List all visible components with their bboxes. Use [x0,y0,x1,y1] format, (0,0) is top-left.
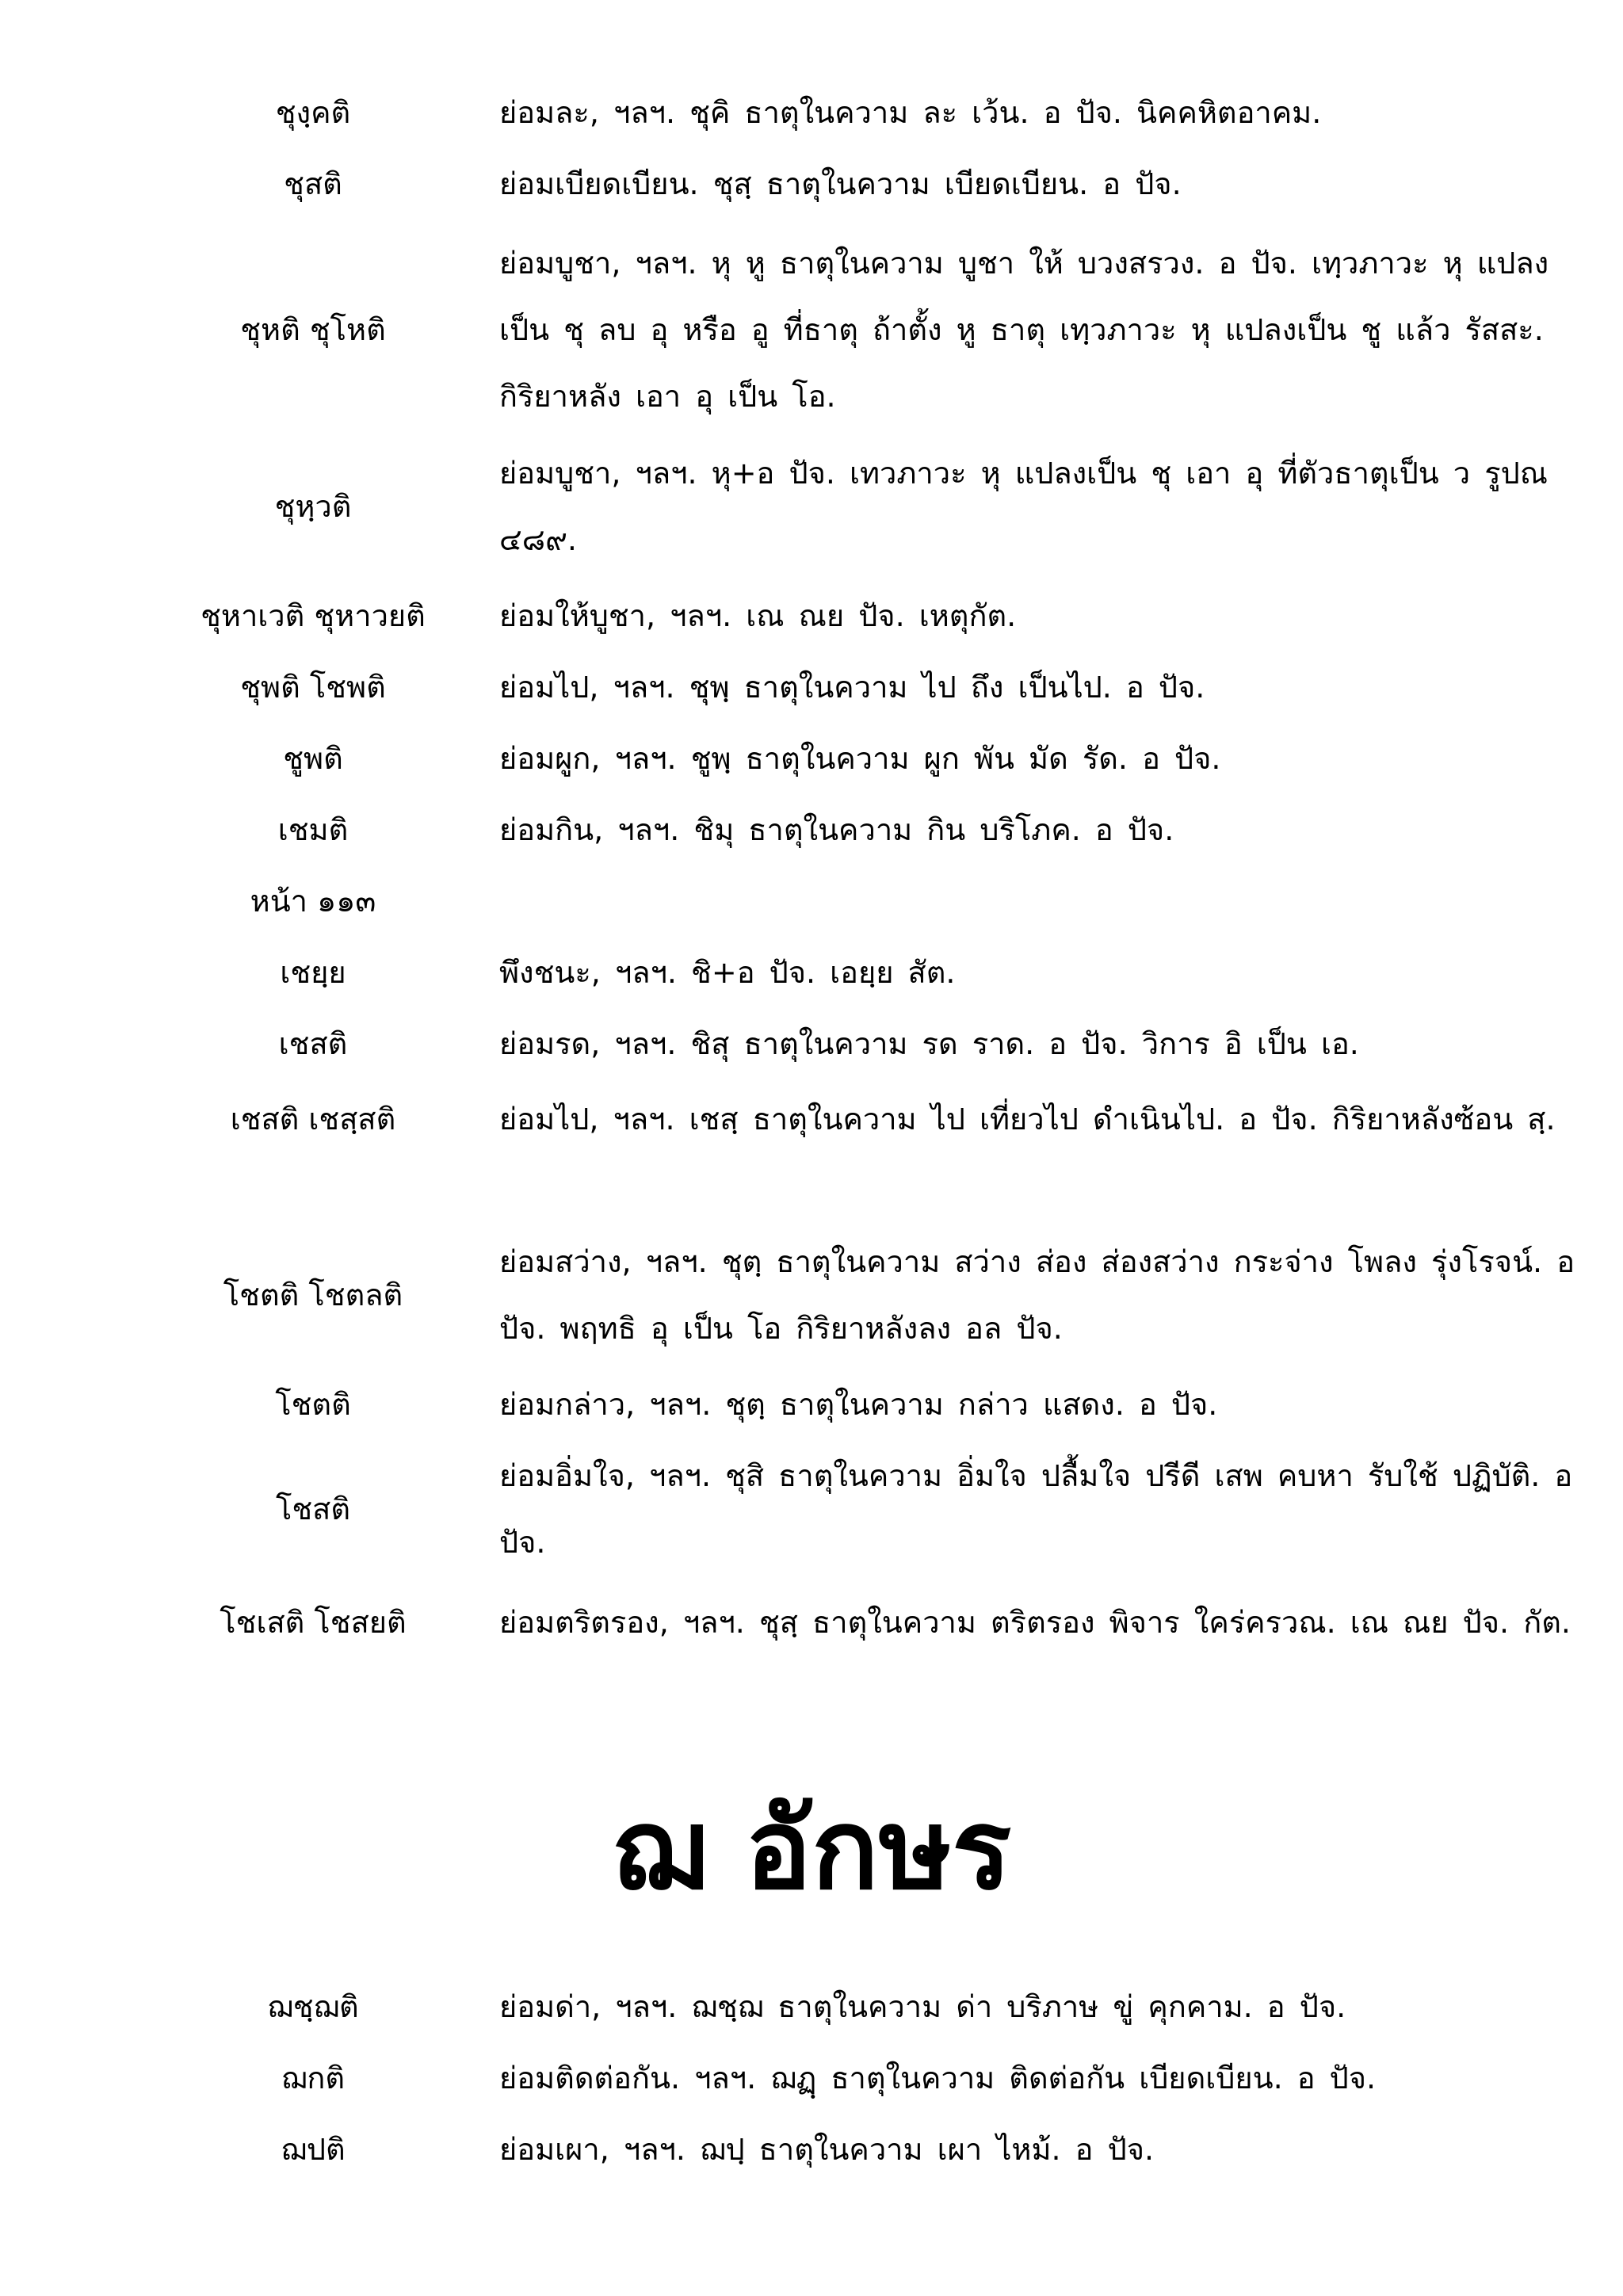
entry-term: ฌกติ [281,2061,346,2095]
entry-term: ชุหติ ชุโหติ [240,312,386,347]
entry-definition: ย่อมอิ่มใจ, ฯลฯ. ชุสิ ธาตุในความ อิ่มใจ ปลื้มใจ ปรีดี เสพ คบหา รับใช้ ปฏิบัติ. อ ปัจ. [499,1458,1573,1560]
entry-definition: ย่อมกล่าว, ฯลฯ. ชุตฺ ธาตุในความ กล่าว แสดง. อ ปัจ. [499,1387,1218,1422]
entry-definition: ย่อมติดต่อกัน. ฯลฯ. ฌฏฺ ธาตุในความ ติดต่อกัน เบียดเบียน. อ ปัจ. [499,2061,1377,2095]
entry-definition: ย่อมไป, ฯลฯ. ชุพฺ ธาตุในความ ไป ถึง เป็นไป. อ ปัจ. [499,670,1205,705]
entry-definition: ย่อมกิน, ฯลฯ. ชิมุ ธาตุในความ กิน บริโภค. อ ปัจ. [499,812,1174,847]
entry-row [127,1228,1577,1362]
entry-row [127,151,1577,217]
entry-definition: พึงชนะ, ฯลฯ. ชิ+อ ปัจ. เอยฺย สัต. [499,955,956,990]
entry-row [127,654,1577,720]
entry-term: ฌปติ [281,2132,346,2167]
entry-term: ฌชฺฌติ [267,1989,359,2024]
entry-definition: ย่อมเผา, ฯลฯ. ฌปฺ ธาตุในความ เผา ไหม้. อ ปัจ. [499,2132,1155,2167]
entry-term: โชตติ โชตลติ [223,1278,403,1312]
entry-row [127,1973,1577,2040]
entry-row [127,1442,1577,1576]
entry-term: โชตติ [275,1387,351,1422]
entry-definition: ย่อมรด, ฯลฯ. ชิสุ ธาตุในความ รด ราด. อ ปัจ. วิการ อิ เป็น เอ. [499,1026,1359,1061]
entry-term: ชุพติ โชพติ [240,670,386,705]
entry-definition: ย่อมตริตรอง, ฯลฯ. ชุสฺ ธาตุในความ ตริตรอง พิจาร ใคร่ครวณ. เณ ณย ปัจ. กัต. [499,1605,1571,1640]
entry-row [127,1371,1577,1438]
entry-row [127,1010,1577,1077]
entry-term: เชยฺย [280,955,346,990]
entry-definition: ย่อมผูก, ฯลฯ. ชูพฺ ธาตุในความ ผูก พัน มัด รัด. อ ปัจ. [499,741,1221,776]
entry-term: เชสติ เชสฺสติ [230,1102,396,1137]
entry-row [127,797,1577,863]
entry-term: เชมติ [277,812,349,847]
entry-term: ชุหาเวติ ชุหาวยติ [200,598,426,633]
entry-term: ชูพติ [283,741,343,776]
entry-term: โชเสติ โชสยติ [220,1605,407,1640]
page-number-row [127,868,1577,934]
entry-definition: ย่อมให้บูชา, ฯลฯ. เณ ณย ปัจ. เหตุกัต. [499,598,1017,633]
entry-definition: ย่อมไป, ฯลฯ. เชสฺ ธาตุในความ ไป เที่ยวไป ดำเนินไป. อ ปัจ. กิริยาหลังซ้อน สฺ. [499,1102,1556,1137]
entry-definition: ย่อมด่า, ฯลฯ. ฌชฺฌ ธาตุในความ ด่า บริภาษ ขู่ คุกคาม. อ ปัจ. [499,1989,1346,2024]
entry-term: ชุหฺวติ [274,489,352,524]
entry-term: ชุงฺคติ [275,95,351,130]
entry-row [127,725,1577,792]
entry-definition: ย่อมเบียดเบียน. ชุสฺ ธาตุในความ เบียดเบียน. อ ปัจ. [499,166,1182,201]
entry-term: ชุสติ [284,166,342,201]
entry-row [127,440,1577,573]
entry-row [127,583,1577,649]
page-number: หน้า ๑๑๓ [250,884,376,919]
entry-definition: ย่อมบูชา, ฯลฯ. หุ+อ ปัจ. เทวภาวะ หุ แปลงเป็น ชุ เอา อุ ที่ตัวธาตุเป็น ว รูปณ ๔๘๙. [499,456,1548,557]
section-heading: ฌ อักษร [611,1786,1012,1915]
entry-definition: ย่อมสว่าง, ฯลฯ. ชุตฺ ธาตุในความ สว่าง ส่อง ส่องสว่าง กระจ่าง โพลง รุ่งโรจน์. อ ปัจ. พฤทธิ อุ เป็น โอ กิริยาหลังลง อล ปัจ. [499,1244,1575,1346]
entry-term: โชสติ [275,1492,351,1526]
entry-term: เชสติ [278,1026,348,1061]
entry-row [127,939,1577,1006]
entry-definition: ย่อมละ, ฯลฯ. ชุคิ ธาตุในความ ละ เว้น. อ ปัจ. นิคคหิตอาคม. [499,95,1322,130]
entry-row [127,1589,1577,1656]
entry-row [127,2116,1577,2183]
entry-row [127,1086,1577,1152]
entry-definition: ย่อมบูชา, ฯลฯ. หุ หู ธาตุในความ บูชา ให้ บวงสรวง. อ ปัจ. เทฺวภาวะ หุ แปลงเป็น ชุ ลบ อุ หรือ อู ที่ธาตุ ถ้าตั้ง หู ธาตุ เทฺวภาวะ หุ แปลงเป็น ชู แล้ว รัสสะ. กิริยาหลัง เอา อุ เป็น โอ. [499,246,1549,414]
entry-row [127,230,1577,430]
entry-row [127,79,1577,146]
entry-row [127,2045,1577,2111]
